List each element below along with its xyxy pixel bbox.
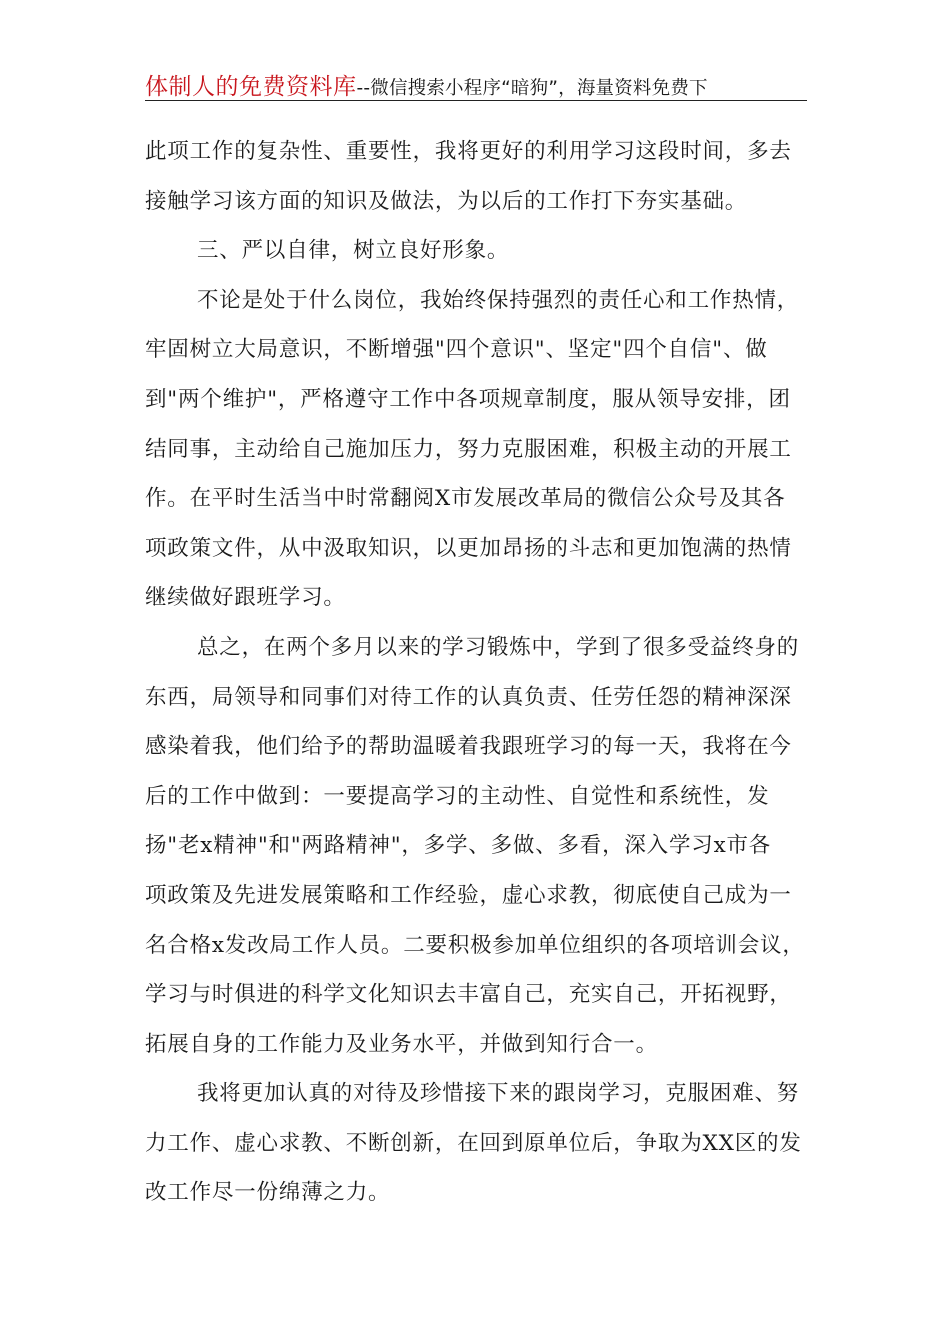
text-line: 总之，在两个多月以来的学习锻炼中，学到了很多受益终身的: [197, 634, 800, 660]
text-line: 我将更加认真的对待及珍惜接下来的跟岗学习，克服困难、努: [197, 1081, 800, 1107]
text-line: 后的工作中做到：一要提高学习的主动性、自觉性和系统性，发: [145, 783, 770, 809]
header-brand: 体制人的免费资料库: [145, 74, 357, 100]
document-body: [145, 127, 825, 1218]
text-line: 改工作尽一份绵薄之力。: [145, 1180, 391, 1206]
header-divider: [145, 100, 807, 101]
text-line: 继续做好跟班学习。: [145, 585, 346, 611]
text-line: 三、严以自律，树立良好形象。: [197, 238, 510, 264]
header-tagline: --微信搜索小程序“暗狗”，海量资料免费下: [356, 78, 708, 99]
text-line: 牢固树立大局意识，不断增强"四个意识"、坚定"四个自信"、做: [145, 337, 768, 363]
text-line: 项政策文件，从中汲取知识，以更加昂扬的斗志和更加饱满的热情: [145, 535, 792, 561]
text-line: 力工作、虚心求教、不断创新，在回到原单位后，争取为XX区的发: [145, 1130, 802, 1156]
text-line: 结同事，主动给自己施加压力，努力克服困难，积极主动的开展工: [145, 436, 792, 462]
text-line: 学习与时俱进的科学文化知识去丰富自己，充实自己，开拓视野，: [145, 982, 792, 1008]
text-line: 到"两个维护"，严格遵守工作中各项规章制度，服从领导安排，团: [145, 386, 791, 412]
text-line: 扬"老x精神"和"两路精神"，多学、多做、多看，深入学习x市各: [145, 833, 772, 859]
text-line: 接触学习该方面的知识及做法，为以后的工作打下夯实基础。: [145, 188, 748, 214]
text-line: 不论是处于什么岗位，我始终保持强烈的责任心和工作热情，: [197, 287, 800, 313]
text-line: 名合格x发改局工作人员。二要积极参加单位组织的各项培训会议，: [145, 932, 805, 958]
text-line: 拓展自身的工作能力及业务水平，并做到知行合一。: [145, 1031, 658, 1057]
text-line: 东西，局领导和同事们对待工作的认真负责、任劳任怨的精神深深: [145, 684, 792, 710]
text-line: 作。在平时生活当中时常翻阅X市发展改革局的微信公众号及其各: [145, 486, 786, 512]
text-line: 此项工作的复杂性、重要性，我将更好的利用学习这段时间，多去: [145, 139, 792, 164]
text-line: 项政策及先进发展策略和工作经验，虚心求教，彻底使自己成为一: [145, 882, 792, 908]
text-line: 感染着我，他们给予的帮助温暖着我跟班学习的每一天，我将在今: [145, 734, 792, 760]
page-header: [145, 68, 807, 102]
